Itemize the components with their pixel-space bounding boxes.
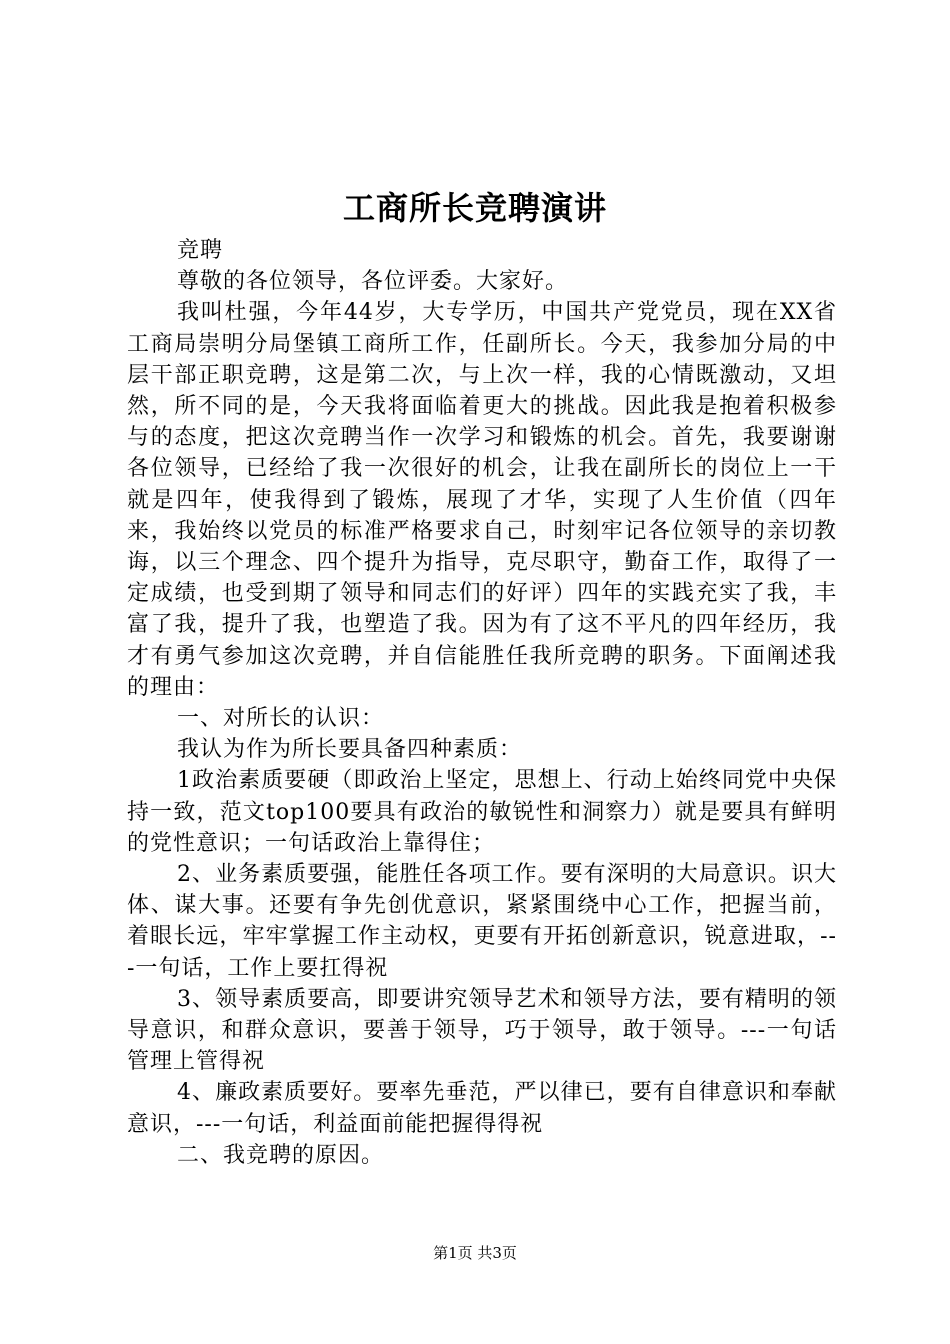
paragraph-heading-jingpin: 竞聘 — [177, 238, 224, 263]
paragraph-quality-3: 3、领导素质要高，即要讲究领导艺术和领导方法，要有精明的领导意识，和群众意识，要善于领导，巧于领导，敢于领导。---一句话管理上管得祝 — [127, 986, 837, 1075]
paragraph-quality-4: 4、廉政素质要好。要率先垂范，严以律已，要有自律意识和奉献意识，---一句话，利益面前能把握得得祝 — [127, 1080, 837, 1137]
paragraph-quality-1: 1政治素质要硬（即政治上坚定，思想上、行动上始终同党中央保持一致，范文top100要具有政治的敏锐性和洞察力）就是要具有鲜明的党性意识；一句话政治上靠得住； — [127, 768, 837, 856]
section-heading-2: 二、我竞聘的原因。 — [177, 1142, 385, 1168]
paragraph-quality-2: 2、业务素质要强，能胜任各项工作。要有深明的大局意识。识大体、谋大事。还要有争先创优意识，紧紧围绕中心工作，把握当前，着眼长远，牢牢掌握工作主动权，更要有开拓创新意识，锐意进取，---一句话，工作上要扛得祝 — [127, 862, 837, 981]
document-title: 工商所长竞聘演讲 — [342, 189, 607, 227]
document-body — [127, 235, 837, 1171]
paragraph-introduction: 我叫杜强，今年44岁，大专学历，中国共产党党员，现在XX省工商局崇明分局堡镇工商所工作，任副所长。今天，我参加分局的中层干部正职竞聘，这是第二次，与上次一样，我的心情既激动，又坦然，所不同的是，今天我将面临着更大的挑战。因此我是抱着积极参与的态度，把这次竞聘当作一次学习和锻炼的机会。首先，我要谢谢各位领导，已经给了我一次很好的机会，让我在副所长的岗位上一干就是四年，使我得到了锻炼，展现了才华，实现了人生价值（四年来，我始终以党员的标准严格要求自己，时刻牢记各位领导的亲切教诲，以三个理念、四个提升为指导，克尽职守，勤奋工作，取得了一定成绩，也受到期了领导和同志们的好评）四年的实践充实了我，丰富了我，提升了我，也塑造了我。因为有了这不平凡的四年经历，我才有勇气参加这次竞聘，并自信能胜任我所竞聘的职务。下面阐述我的理由： — [127, 300, 837, 700]
page-number-footer: 第1页 共3页 — [433, 1244, 517, 1262]
section-heading-1: 一、对所长的认识： — [177, 706, 385, 732]
paragraph-four-qualities: 我认为作为所长要具备四种素质： — [177, 737, 523, 763]
paragraph-greeting: 尊敬的各位领导，各位评委。大家好。 — [177, 269, 569, 295]
